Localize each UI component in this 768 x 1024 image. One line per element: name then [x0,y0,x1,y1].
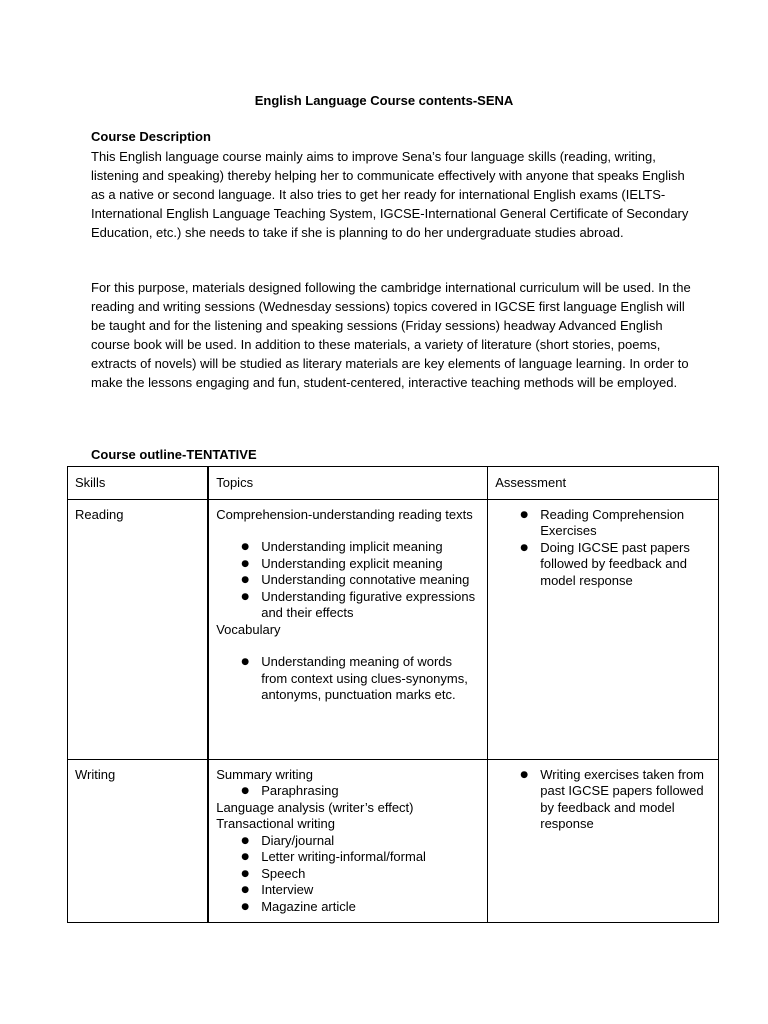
list-item: ● Magazine article [261,899,480,916]
course-outline-table [67,466,719,923]
header-assessment: Assessment [488,467,719,500]
list-item: ● Understanding connotative meaning [261,572,480,589]
writing-skill-cell: Writing [68,759,209,923]
table-header-row [68,467,719,500]
list-item: ● Reading Comprehension Exercises [540,507,711,540]
language-analysis-label: Language analysis (writer’s effect) [216,799,414,815]
header-skills: Skills [68,467,209,500]
vocabulary-label: Vocabulary [216,621,281,637]
list-item: ● Letter writing-informal/formal [261,849,480,866]
list-item: ● Understanding meaning of words from context using clues-synonyms, antonyms, punctuation marks etc. [261,654,480,704]
list-item: ● Understanding explicit meaning [261,556,480,573]
list-item: ● Writing exercises taken from past IGCSE papers followed by feedback and model response [540,767,711,833]
list-item: ● Speech [261,866,480,883]
writing-topics-cell [208,759,488,923]
writing-assessment-cell [488,759,719,923]
list-item: ● Interview [261,882,480,899]
writing-assessment-list [495,767,711,833]
transactional-list [216,833,480,916]
course-outline-heading: Course outline-TENTATIVE [91,447,257,462]
description-paragraph-1: This English language course mainly aims to improve Sena’s four language skills (reading, writing, listening and speaking) thereby helping her to communicate effectively with anyone that speaks English as a native or second language. It also tries to get her ready for international English exams (IELTS-International English Language Teaching System, IGCSE-International General Certificate of Secondary Education, etc.) she needs to take if she is planning to do her undergraduate studies abroad. [91,149,689,240]
list-item: ● Doing IGCSE past papers followed by feedback and model response [540,540,711,590]
reading-assessment-list [495,507,711,590]
document-title: English Language Course contents-SENA [254,93,514,108]
header-topics: Topics [208,467,488,500]
vocabulary-list [216,654,480,704]
reading-assessment-cell [488,499,719,759]
reading-topics-cell [208,499,488,759]
list-item: ● Diary/journal [261,833,480,850]
transactional-writing-label: Transactional writing [216,816,335,831]
list-item: ● Understanding implicit meaning [261,539,480,556]
list-item: ● Understanding figurative expressions and their effects [261,589,480,622]
description-paragraph-2: For this purpose, materials designed following the cambridge international curriculum will be used. In the reading and writing sessions (Wednesday sessions) topics covered in IGCSE first language English will be taught and for the listening and speaking sessions (Friday sessions) headway Advanced English course book will be used. In addition to these materials, a variety of literature (short stories, poems, extracts of novels) will be studied as literary materials are key elements of language learning. In order to make the lessons engaging and fun, student-centered, interactive teaching methods will be employed. [91,280,691,390]
table-row-writing [68,759,719,923]
reading-skill-cell: Reading [68,499,209,759]
table-row-reading [68,499,719,759]
reading-topic-intro: Comprehension-understanding reading texts [216,506,473,522]
reading-topic-list [216,539,480,622]
summary-writing-label: Summary writing [216,766,314,782]
list-item: ● Paraphrasing [261,783,480,800]
summary-list [216,783,480,800]
course-description-heading: Course Description [91,129,211,144]
